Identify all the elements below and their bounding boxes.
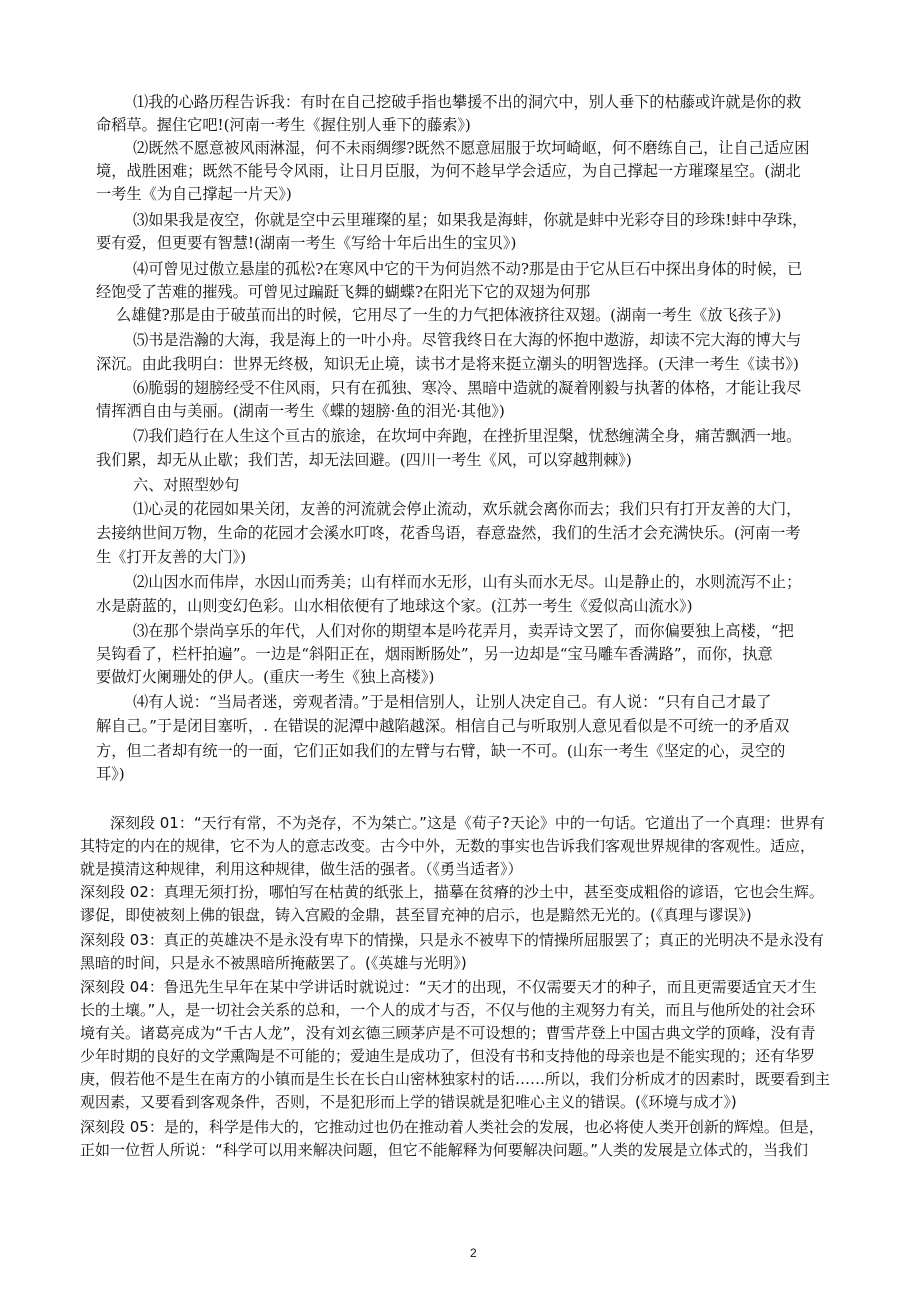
paragraph-line: 庚，假若他不是生在南方的小镇而是生长在长白山密林独家村的话……所以，我们分析成才的因素时，既要看到主 [80, 1070, 831, 1088]
text-line: 要有爱，但更要有智慧!(湖南一考生《写给十年后出生的宝贝》) [96, 234, 517, 252]
page-number: 2 [470, 1246, 477, 1260]
text-line: ⑺我们趋行在人生这个亘古的旅途，在坎坷中奔跑，在挫折里涅槃，忧愁缠满全身，痛苦飘洒一地。 [133, 427, 802, 445]
text-line: ⑶在那个崇尚享乐的年代，人们对你的期望本是吟花弄月，卖弄诗文罢了，而你偏要独上高楼，“把 [133, 622, 794, 640]
paragraph-line: 其特定的内在的规律，它不为人的意志改变。古今中外，无数的事实也告诉我们客观世界规律的客观性。适应， [80, 837, 816, 855]
text-line: 耳》) [96, 765, 125, 783]
text-line: 我们累，却无从止歇；我们苦，却无法回避。(四川一考生《风，可以穿越荆棘》) [96, 451, 632, 469]
paragraph-line: 深刻段 03：真正的英雄决不是永没有卑下的情操，只是永不被卑下的情操所屈服罢了；真正的光明决不是永没有 [80, 931, 824, 949]
paragraph-line: 深刻段 02：真理无须打扮，哪怕写在枯黄的纸张上，描摹在贫瘠的沙土中，甚至变成粗俗的谚语，它也会生辉。 [80, 883, 824, 901]
text-line: 水是蔚蓝的，山则变幻色彩。山水相依便有了地球这个家。(江苏一考生《爱似高山流水》) [96, 597, 693, 615]
paragraph-line: 少年时期的良好的文学熏陶是不可能的；爱迪生是成功了，但没有书和支持他的母亲也是不能实现的；还有华罗 [80, 1047, 816, 1065]
paragraph-line: 观因素，又要看到客观条件，否则，不是犯形而上学的错误就是犯唯心主义的错误。(《环境与成才》) [80, 1093, 737, 1111]
text-line: 一考生《为自己撑起一片天》) [96, 185, 292, 203]
paragraph-line: 深刻段 05：是的，科学是伟大的，它推动过也仍在推动着人类社会的发展，也必将使人类开创新的辉煌。但是， [80, 1118, 824, 1136]
text-line: 么雄健?那是由于破茧而出的时候，它用尽了一生的力气把体液挤往双翅。(湖南一考生《放飞孩子》) [116, 306, 782, 324]
text-line: 情挥洒自由与美丽。(湖南一考生《蝶的翅膀·鱼的泪光·其他》) [96, 402, 505, 420]
text-line: 去接纳世间万物，生命的花园才会溪水叮咚，花香鸟语，春意盎然，我们的生活才会充满快乐。(河南一考 [96, 524, 801, 542]
paragraph-line: 正如一位哲人所说：“科学可以用来解决问题，但它不能解释为何要解决问题。”人类的发展是立体式的，当我们 [80, 1141, 809, 1159]
text-line: ⑴我的心路历程告诉我：有时在自己挖破手指也攀援不出的洞穴中，别人垂下的枯藤或许就是你的救 [133, 93, 802, 111]
text-line: ⑷有人说：“当局者迷，旁观者清。”于是相信别人，让别人决定自己。有人说：“只有自己才最了 [133, 693, 772, 711]
paragraph-line: 谬促，即使被刻上佛的银盘，铸入宫殿的金鼎，甚至冒充神的启示，也是黯然无光的。(《真理与谬误》) [80, 906, 752, 924]
paragraph-line: 长的土壤。”人，是一切社会关系的总和，一个人的成才与否，不仅与他的主观努力有关，而且与他所处的社会环 [80, 1001, 816, 1019]
text-line: ⑵山因水而伟岸，水因山而秀美；山有样而水无形，山有头而水无尽。山是静止的，水则流泻不止； [133, 573, 802, 591]
text-line: 吴钩看了，栏杆拍遍”。一边是“斜阳正在，烟雨断肠处”，另一边却是“宝马雕车香满路”，而你，执意 [96, 645, 773, 663]
text-line: ⑷可曾见过傲立悬崖的孤松?在寒风中它的干为何岿然不动?那是由于它从巨石中探出身体的时候，已 [133, 260, 803, 278]
text-line: ⑸书是浩瀚的大海，我是海上的一叶小舟。尽管我终日在大海的怀抱中遨游，却读不完大海的博大与 [133, 331, 802, 349]
text-line: ⑵既然不愿意被风雨淋湿，何不未雨绸缪?既然不愿意屈服于坎坷崎岖，何不磨练自己，让自己适应困 [133, 139, 810, 157]
paragraph-line: 就是摸清这种规律，利用这种规律，做生活的强者。（《勇当适者》） [80, 860, 523, 878]
text-line: ⑴心灵的花园如果关闭，友善的河流就会停止流动，欢乐就会离你而去；我们只有打开友善的大门， [133, 500, 802, 518]
text-line: 生《打开友善的大门》) [96, 548, 247, 566]
text-line: ⑹脆弱的翅膀经受不住风雨，只有在孤独、寒冷、黑暗中造就的凝着刚毅与执著的体格，才能让我尽 [133, 379, 802, 397]
paragraph-line: 境有关。诸葛亮成为“千古人龙”，没有刘玄德三顾茅庐是不可设想的；曹雪芹登上中国古典文学的顶峰，没有青 [80, 1024, 816, 1042]
text-line: 经饱受了苦难的摧残。可曾见过蹁跹飞舞的蝴蝶?在阳光下它的双翅为何那 [96, 283, 591, 301]
text-line: 深沉。由此我明白：世界无终极，知识无止境，读书才是将来挺立潮头的明智选择。(天津一考生《读书》) [96, 355, 799, 373]
paragraph-line: 深刻段 04：鲁迅先生早年在某中学讲话时就说过：“天才的出现，不仅需要天才的种子，而且更需要适宜天才生 [80, 978, 817, 996]
text-line: 境，战胜困难；既然不能号令风雨，让日月臣服，为何不趁早学会适应，为自己撑起一方璀璨星空。(湖北 [96, 162, 801, 180]
section-heading: 六、对照型妙句 [133, 476, 240, 494]
text-line: 命稻草。握住它吧!(河南一考生《握住别人垂下的藤索》) [96, 116, 471, 134]
text-line: 解自己。”于是闭目塞听，. 在错误的泥潭中越陷越深。相信自己与听取别人意见看似是不可统一的矛盾双 [96, 717, 790, 735]
paragraph-line: 黑暗的时间，只是永不被黑暗所掩蔽罢了。(《英雄与光明》) [80, 954, 467, 972]
text-line: ⑶如果我是夜空，你就是空中云里璀璨的星；如果我是海蚌，你就是蚌中光彩夺目的珍珠!蚌中孕珠， [133, 211, 808, 229]
text-line: 方，但二者却有统一的一面，它们正如我们的左臂与右臂，缺一不可。(山东一考生《坚定的心，灵空的 [96, 742, 786, 760]
paragraph-line: 深刻段 01：“天行有常，不为尧存，不为桀亡。”这是《荀子?天论》中的一句话。它道出了一个真理：世界有 [110, 814, 825, 832]
text-line: 要做灯火阑珊处的伊人。(重庆一考生《独上高楼》) [96, 668, 435, 686]
